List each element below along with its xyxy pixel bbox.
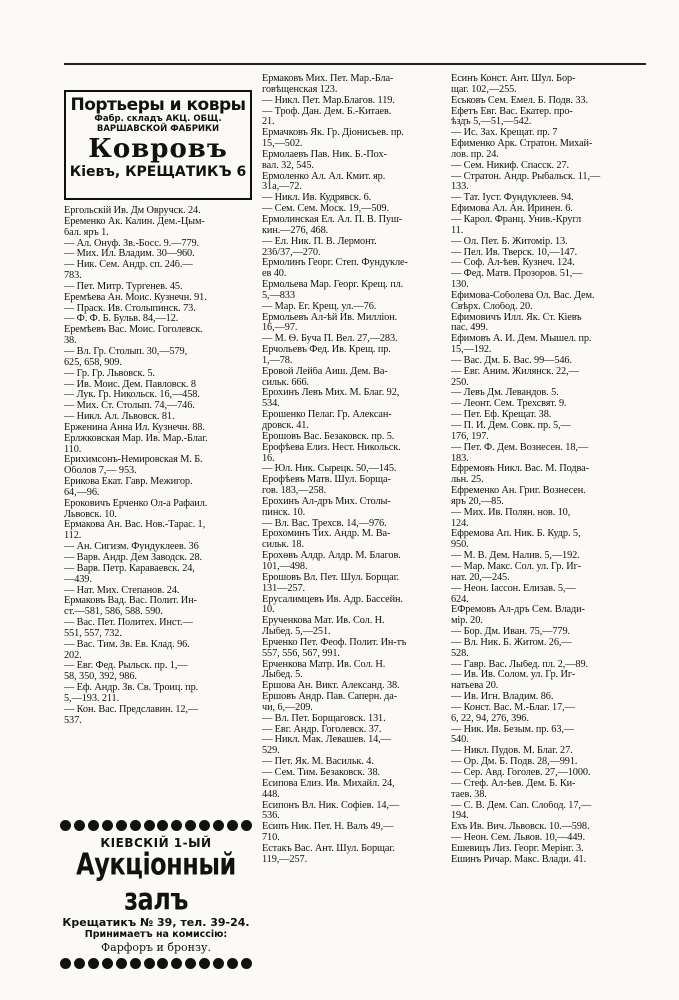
directory-entry: ст.—581, 586, 588. 590. — [64, 607, 163, 618]
dot-ornament — [116, 958, 127, 969]
directory-entry: Ермаковъ Мих. Пет. Мар.-Бла- — [262, 74, 394, 84]
directory-entry: Ефремова Ап. Ник. Б. Кудр. 5, — [451, 529, 581, 540]
directory-entry: 194. — [451, 811, 469, 822]
directory-entry: 6, 22, 94, 276, 396. — [451, 713, 529, 724]
directory-entry: — Ор. Дм. Б. Подв. 28,—991. — [451, 757, 578, 768]
directory-entry: Лыбед. 5,—251. — [262, 627, 331, 638]
directory-entry: ѣздъ 5,—51,—542. — [451, 117, 532, 128]
directory-entry: Лыбед. 5. — [262, 670, 303, 681]
dot-ornament — [227, 958, 238, 969]
directory-entry: — Ив. Игн. Владим. 86. — [451, 692, 554, 703]
directory-entry: 124. — [451, 518, 469, 529]
directory-entry: — Ол. Пет. Б. Житомір. 13. — [451, 236, 568, 247]
dot-ornament — [171, 820, 182, 831]
directory-entry: Есинъ Конст. Ант. Шул. Бор- — [451, 74, 576, 84]
directory-entry: Есипова Елиз. Ив. Михайл. 24, — [262, 778, 395, 789]
directory-entry: Еровой Лейба Аиш. Дем. Ва- — [262, 366, 388, 377]
directory-entry: — Пет. Ф. Дем. Вознесен. 18,— — [451, 442, 589, 453]
directory-entry: — Никл. Ал. Львовск. 81. — [64, 412, 175, 423]
ad-subtitle: Фабр. складъ АКЦ. ОБЩ. ВАРШАВСКОЙ ФАБРИКИ — [94, 114, 222, 134]
directory-entry: Ерлжковская Мар. Ив. Мар.-Благ. — [64, 433, 208, 444]
directory-entry: — Ив. Моис. Дем. Павловск. 8 — [64, 379, 196, 390]
directory-entry: — Пет. Митр. Тургенев. 45. — [64, 281, 183, 292]
directory-entry: нат. 20,—245. — [451, 572, 510, 583]
directory-entry: — Ис. Зах. Крещат. пр. 7 — [451, 128, 558, 139]
column-middle — [262, 74, 448, 866]
dot-ornament — [199, 820, 210, 831]
directory-entry: 23б/37,—270. — [262, 247, 321, 258]
directory-entry: — М. Ѳ. Буча П. Вел. 27,—283. — [262, 334, 398, 345]
directory-entry: Ефетъ Евг. Вас. Екатер. про- — [451, 106, 573, 117]
directory-entry: Ермакова Ан. Вас. Нов.-Тарас. 1, — [64, 520, 206, 531]
column-right — [451, 74, 647, 866]
directory-entry: 551, 557, 732. — [64, 628, 122, 639]
directory-entry: — Ел. Ник. П. В. Лермонт. — [262, 236, 377, 247]
dot-ornament — [213, 958, 224, 969]
directory-entry: 15,—192. — [451, 345, 492, 356]
directory-entry: — Бор. Дм. Иван. 75,—779. — [451, 627, 570, 638]
directory-entry: —439. — [64, 574, 92, 585]
directory-entry: 112. — [64, 531, 82, 542]
directory-entry: — М. В. Дем. Налив. 5,—192. — [451, 551, 580, 562]
directory-entry: — Неон. Іассон. Елизав. 5,— — [451, 583, 576, 594]
directory-entry: пинск. 10. — [262, 507, 306, 518]
directory-entry: — Варв. Андр. Дем Заводск. 28. — [64, 553, 202, 563]
directory-entry: сильк. 666. — [262, 377, 309, 388]
column-left — [64, 206, 248, 727]
directory-entry: 101,—498. — [262, 561, 308, 572]
carpet-advertisement — [64, 90, 252, 200]
dot-ornament — [88, 958, 99, 969]
directory-entry: Ерченкова Матр. Ив. Сол. Н. — [262, 659, 386, 670]
directory-entry: Ермоленко Ал. Ал. Кмит. яр. — [262, 171, 386, 182]
directory-entry: Ермолаевъ Пав. Ник. Б.-Пох- — [262, 149, 387, 160]
directory-entry: — Лук. Гр. Никольск. 16,—458. — [64, 390, 200, 401]
directory-entry: — Левъ Дм. Левандов. 5. — [451, 388, 559, 399]
directory-entry: — Ан. Сигизм. Фундуклеев. 36 — [64, 542, 199, 553]
directory-entry: 710. — [262, 833, 280, 844]
directory-entry: 110. — [64, 444, 82, 455]
directory-entry: 38. — [64, 336, 77, 347]
directory-entry: 131—257. — [262, 583, 305, 594]
dot-border-bottom — [60, 958, 252, 970]
directory-entry: чи, 6,—209. — [262, 702, 313, 713]
directory-entry: 783. — [64, 271, 82, 282]
directory-entry: — Нат. Мих. Степанов. 24. — [64, 585, 180, 596]
directory-entry: Ешинъ Ричар. Макс. Влади. 41. — [451, 854, 587, 865]
directory-entry: Ефименко Арк. Стратон. Михай- — [451, 139, 593, 150]
directory-entry: дровск. 41. — [262, 421, 309, 431]
directory-entry: — Вл. Ник. Б. Житом. 26,— — [451, 637, 572, 648]
directory-entry: — Еф. Андр. Зв. Св. Троиц. пр. — [64, 683, 199, 694]
directory-entry: Свѣрх. Слобод. 20. — [451, 301, 533, 312]
dot-ornament — [144, 958, 155, 969]
directory-entry: Ершова Ан. Викт. Александ. 38. — [262, 681, 400, 692]
directory-entry: — Мих. Ив. Полян. нов. 10, — [451, 507, 571, 518]
directory-entry: Ермолинская Ел. Ал. П. В. Пуш- — [262, 214, 403, 225]
directory-entry: Ехъ Ив. Вич. Львовск. 10.—598. — [451, 822, 590, 833]
directory-entry: — Вас. Пет. Политех. Инст.— — [64, 618, 193, 629]
directory-entry: таев. 38. — [451, 789, 487, 800]
directory-entry: Ерохоминъ Тих. Андр. М. Ва- — [262, 529, 391, 540]
directory-entry: Ершовъ Андр. Пав. Саперн. да- — [262, 692, 398, 703]
directory-entry: — Гавр. Вас. Лыбед. пл. 2,—89. — [451, 659, 588, 670]
auction-title: Аукціонный залъ — [76, 847, 236, 917]
directory-entry: — Вл. Вас. Трехсв. 14,—976. — [262, 518, 387, 529]
directory-entry: — Никл. Пет. Мар.Благов. 119. — [262, 95, 395, 106]
directory-entry: лов. пр. 24. — [451, 149, 499, 160]
directory-entry: 58, 350, 392, 986. — [64, 672, 137, 683]
dot-ornament — [74, 820, 85, 831]
top-rule — [64, 63, 646, 65]
dot-ornament — [88, 820, 99, 831]
directory-entry: — Конст. Вас. М.-Благ. 17,— — [451, 702, 575, 713]
directory-entry: — Евг. Андр. Гоголевск. 37. — [262, 724, 382, 735]
dot-ornament — [185, 958, 196, 969]
directory-entry: 133. — [451, 182, 469, 193]
directory-entry: Ефимовъ А. И. Дем. Мышел. пр. — [451, 334, 592, 345]
directory-entry: говѣщенская 123. — [262, 84, 338, 95]
directory-entry: ев 40. — [262, 269, 287, 280]
directory-entry: — Сем. Сем. Моск. 19,—509. — [262, 204, 389, 215]
directory-entry: Ешевицъ Лиз. Георг. Мерінг. 3. — [451, 843, 584, 854]
dot-ornament — [102, 958, 113, 969]
directory-entry: 5,—833 — [262, 290, 295, 301]
directory-entry: — Ник. Ив. Безым. пр. 63,— — [451, 724, 575, 735]
dot-ornament — [60, 820, 71, 831]
directory-entry: — Мар. Макс. Сол. ул. Гр. Иг- — [451, 561, 582, 572]
directory-entry: Ермольева Мар. Георг. Крещ. пл. — [262, 280, 404, 291]
auction-accepts: Принимаетъ на комиссію: — [84, 929, 228, 940]
dot-ornament — [241, 958, 252, 969]
directory-entry: 537. — [64, 715, 82, 726]
directory-entry: Ермаковъ Вад. Вас. Полит. Ин- — [64, 596, 197, 607]
directory-entry: Ерошовъ Вас. Безаковск. пр. 5. — [262, 431, 395, 442]
auction-goods: Фарфоръ и бронзу. — [101, 941, 211, 954]
dot-ornament — [199, 958, 210, 969]
directory-entry: 31а,—72. — [262, 182, 302, 193]
directory-entry: бал. яръ 1. — [64, 227, 109, 238]
directory-entry: Ероковичъ Ерченко Ол-а Рафаил. — [64, 498, 208, 509]
directory-entry: 16,—97. — [262, 323, 298, 334]
directory-entry: 183. — [451, 453, 469, 464]
dot-ornament — [157, 820, 168, 831]
directory-entry: Ерихимсонъ-Немировская М. Б. — [64, 455, 203, 466]
directory-entry: 1,—78. — [262, 355, 293, 366]
directory-entry: 624. — [451, 594, 469, 605]
directory-entry: — П. И. Дем. Совк. пр. 5,— — [451, 421, 571, 431]
directory-entry: 250. — [451, 377, 469, 388]
dot-ornament — [60, 958, 71, 969]
directory-entry: сильк. 18. — [262, 540, 304, 551]
directory-entry: — Вл. Гр. Столып. 30,—579, — [64, 346, 188, 357]
directory-entry: — Пет. Еф. Крещат. 38. — [451, 410, 552, 421]
directory-entry: льн. 25. — [451, 475, 484, 486]
directory-entry: Ефимова-Соболева Ол. Вас. Дем. — [451, 290, 595, 301]
directory-entry: 625, 658, 909. — [64, 357, 122, 368]
directory-entry: 534. — [262, 399, 280, 410]
directory-entry: Оболов 7,— 953. — [64, 466, 137, 477]
directory-entry: 557, 556, 567, 991. — [262, 648, 340, 659]
directory-entry: Ерикова Екат. Гавр. Межигор. — [64, 477, 193, 488]
directory-entry: — С. В. Дем. Сап. Слобод. 17,— — [451, 800, 592, 811]
directory-entry: — Евг. Аним. Жилянск. 22,— — [451, 366, 579, 377]
directory-entry: Ерошовъ Вл. Пет. Шул. Борщаг. — [262, 572, 400, 583]
directory-entry: Еременко Ак. Калин. Дем.-Цым- — [64, 216, 205, 227]
directory-entry: 130. — [451, 280, 469, 291]
directory-entry: — Леонт. Сем. Трехсвят. 9. — [451, 399, 567, 410]
ad-title: Портьеры и ковры — [70, 95, 246, 115]
dot-ornament — [102, 820, 113, 831]
directory-entry: Ефимовичъ Илл. Як. Ст. Кіевъ — [451, 312, 582, 323]
directory-entry: 5,—193. 211. — [64, 693, 120, 704]
directory-entry: — Мих. Ст. Столып. 74,—746. — [64, 401, 195, 412]
directory-entry: 11. — [451, 225, 464, 236]
directory-entry: Ерофѣева Елиз. Нест. Никольск. — [262, 442, 401, 453]
dot-ornament — [157, 958, 168, 969]
directory-entry: Львовск. 10. — [64, 509, 117, 520]
directory-entry: — Ив. Ив. Солом. ул. Гр. Иг- — [451, 670, 576, 681]
directory-entry: 119,—257. — [262, 854, 308, 865]
directory-entry: Ерученкова Мат. Ив. Сол. Н. — [262, 616, 385, 627]
directory-entry: — Варв. Петр. Караваевск. 24, — [64, 563, 195, 574]
directory-entry: Ерохинъ Левъ Мих. М. Благ. 92, — [262, 388, 400, 399]
directory-entry: Ермольевъ Ал-ѣй Ив. Милліон. — [262, 312, 398, 323]
directory-entry: — Тат. Іуст. Фундуклеев. 94. — [451, 193, 574, 204]
directory-entry: — Троф. Дан. Дем. Б.-Китаев. — [262, 106, 392, 117]
directory-entry: мір. 20. — [451, 616, 483, 627]
directory-entry: 15,—502. — [262, 139, 303, 150]
directory-entry: Ефременко Ан. Григ. Вознесен. — [451, 486, 586, 497]
ad-address: Кіевъ, КРЕЩАТИКЪ 6 — [69, 164, 247, 180]
directory-entry: — Никл. Пудов. М. Благ. 27. — [451, 746, 573, 757]
directory-entry: кин.—276, 468. — [262, 225, 329, 236]
directory-entry: Ермолинъ Георг. Степ. Фундукле- — [262, 258, 408, 269]
dot-border-top — [60, 820, 252, 832]
directory-entry: — Гр. Гр. Львовск. 5. — [64, 368, 155, 379]
directory-entry: 21. — [262, 117, 275, 128]
directory-entry: Еськовъ Сем. Емел. Б. Подв. 33. — [451, 95, 588, 106]
directory-entry: Ермачковъ Як. Гр. Діонисьев. пр. — [262, 128, 404, 139]
dot-ornament — [227, 820, 238, 831]
auction-address: Крещатикъ № 39, тел. 39-24. — [62, 916, 250, 929]
dot-ornament — [130, 820, 141, 831]
directory-entry: — Юл. Ник. Сырецк. 50,—145. — [262, 464, 397, 475]
directory-entry: Ерчольевъ Фед. Ив. Крещ. пр. — [262, 345, 391, 356]
directory-entry: 528. — [451, 648, 469, 659]
directory-entry: — Ф. Ф. Б. Бульв. 84,—12. — [64, 314, 179, 325]
directory-entry: — Сем. Никиф. Спасск. 27. — [451, 160, 569, 171]
directory-entry: — Мих. Ил. Владим. 30—960. — [64, 249, 195, 260]
directory-entry: Ерусалимцевъ Ив. Адр. Бассейн. — [262, 594, 403, 605]
directory-entry: — Стеф. Ал-ѣев. Дем. Б. Ки- — [451, 778, 576, 789]
directory-entry: Ергольскій Ив. Дм Овручск. 24. — [64, 206, 201, 216]
directory-entry: — Никл. Ив. Кудрявск. 6. — [262, 193, 372, 204]
auction-advertisement — [60, 820, 252, 980]
directory-entry: — Пел. Ив. Тверск. 10,—147. — [451, 247, 578, 258]
dot-ornament — [144, 820, 155, 831]
directory-entry: — Ал. Онуф. Зв.-Босс. 9.—779. — [64, 238, 200, 249]
auction-subtitle: КІЕВСКІЙ 1-ЫЙ — [100, 836, 212, 850]
directory-entry: Естакъ Вас. Ант. Шул. Борщаг. — [262, 843, 395, 854]
directory-entry: Есипонъ Вл. Ник. Софіев. 14,— — [262, 800, 400, 811]
directory-entry: Ефремовъ Никл. Вас. М. Подва- — [451, 464, 589, 475]
directory-entry: 176, 197. — [451, 431, 489, 442]
directory-entry: натьева 20. — [451, 681, 499, 692]
directory-entry: — Соф. Ал-ѣев. Кузнеч. 124. — [451, 258, 575, 269]
directory-entry: ЕФремовъ Ал-дръ Сем. Влади- — [451, 605, 585, 616]
directory-entry: пас. 499. — [451, 323, 488, 334]
directory-entry: — Стратон. Андр. Рыбальск. 11,— — [451, 171, 601, 182]
directory-entry: Еремѣевъ Вас. Моис. Гоголевск. — [64, 325, 203, 336]
directory-entry: — Никл. Мак. Левашев. 14,— — [262, 735, 391, 746]
directory-entry: — Вас. Тим. Зв. Ев. Клад. 96. — [64, 639, 190, 650]
directory-entry: — Сем. Тим. Безаковск. 38. — [262, 768, 380, 778]
directory-entry: — Праск. Ив. Столыпинск. 73. — [64, 303, 196, 314]
directory-entry: 448. — [262, 789, 280, 800]
directory-entry: — Мар. Ег. Крещ. ул.—76. — [262, 301, 377, 312]
directory-entry: вал. 32, 545. — [262, 160, 314, 171]
directory-entry: 16. — [262, 453, 275, 464]
dot-ornament — [116, 820, 127, 831]
directory-entry: — Неон. Сем. Львов. 10,—449. — [451, 833, 585, 844]
directory-entry: — Кон. Вас. Предславин. 12,— — [64, 704, 199, 715]
directory-entry: — Сер. Авд. Гоголев. 27,—1000. — [451, 768, 591, 778]
directory-entry: Есипъ Ник. Пет. Н. Валъ 49,— — [262, 822, 394, 833]
ad-brand: Ковровъ — [88, 134, 228, 164]
directory-entry: — Вл. Пет. Борщаговск. 131. — [262, 713, 386, 724]
directory-entry: 64,—96. — [64, 487, 100, 498]
directory-entry: 540. — [451, 735, 469, 746]
directory-entry: гов. 183,—258. — [262, 486, 327, 497]
directory-entry: 529. — [262, 746, 280, 757]
directory-entry: Ерошенко Пелаг. Гр. Алексан- — [262, 410, 392, 421]
directory-entry: 202. — [64, 650, 82, 661]
directory-entry: — Евг. Фед. Рыльск. пр. 1,— — [64, 661, 188, 672]
directory-entry: — Ник. Сем. Андр. сп. 24б.— — [64, 260, 193, 271]
directory-entry: Ефимова Ал. Ан. Иринен. 6. — [451, 204, 573, 215]
directory-entry: 950. — [451, 540, 469, 551]
directory-entry: — Фед. Матв. Прозоров. 51,— — [451, 269, 583, 280]
directory-entry: Ерженина Анна Ил. Кузнечн. 88. — [64, 422, 205, 433]
directory-entry: — Пет. Як. М. Васильк. 4. — [262, 757, 374, 768]
directory-entry: Ерофѣевъ Матв. Шул. Борща- — [262, 475, 391, 486]
dot-ornament — [185, 820, 196, 831]
dot-ornament — [213, 820, 224, 831]
directory-entry: 536. — [262, 811, 280, 822]
directory-entry: Ерохѳвъ Алдр. Алдр. М. Благов. — [262, 551, 401, 562]
dot-ornament — [74, 958, 85, 969]
directory-entry: 10. — [262, 605, 275, 616]
directory-entry: — Вас. Дм. Б. Вас. 99—546. — [451, 355, 572, 366]
dot-ornament — [171, 958, 182, 969]
directory-entry: Еремѣева Ан. Моис. Кузнечн. 91. — [64, 292, 207, 303]
directory-entry: Ерохинъ Ал-дръ Мих. Столы- — [262, 496, 391, 507]
dot-ornament — [130, 958, 141, 969]
dot-ornament — [241, 820, 252, 831]
directory-entry: яръ 20,—85. — [451, 496, 504, 507]
directory-entry: щаг. 102,—255. — [451, 84, 517, 95]
directory-entry: — Карол. Франц. Унив.-Кругл — [451, 214, 582, 225]
directory-entry: Ерченко Пет. Феоф. Полит. Ин-тъ — [262, 637, 407, 648]
